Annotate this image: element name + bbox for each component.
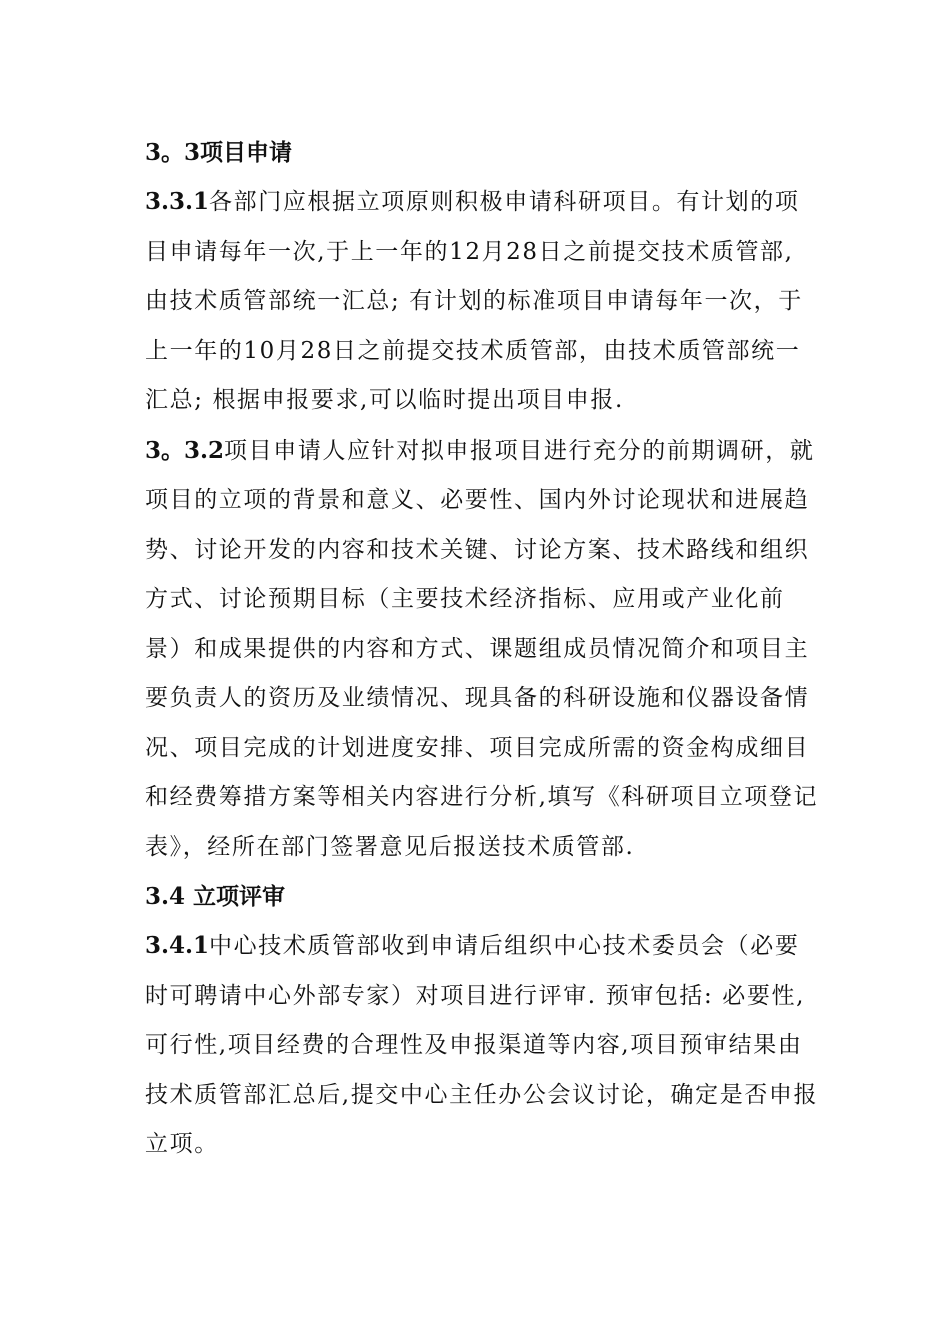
section-title: 立项评审	[193, 883, 286, 910]
paragraph-3-3-1	[145, 177, 855, 426]
paragraph-line: 项目的立项的背景和意义、必要性、国内外讨论现状和进展趋	[145, 487, 810, 513]
paragraph-line: 况、项目完成的计划进度安排、项目完成所需的资金构成细目	[145, 734, 810, 761]
paragraph-3-4-1	[145, 921, 855, 1170]
paragraph-line: 汇总; 根据申报要求,可以临时提出项目申报.	[145, 387, 624, 413]
section-title: 项目申请	[200, 139, 293, 166]
document-page	[145, 128, 855, 1170]
paragraph-line: 3。3.2项目申请人应针对拟申报项目进行充分的前期调研，就	[145, 436, 815, 464]
paragraph-line: 3.4.1中心技术质管部收到申请后组织中心技术委员会（必要	[145, 932, 800, 959]
clause-number: 3.3.1	[145, 188, 210, 215]
paragraph-line: 上一年的10月28日之前提交技术质管部，由技术质管部统一	[145, 337, 801, 364]
paragraph-line: 时可聘请中心外部专家）对项目进行评审. 预审包括: 必要性,	[145, 982, 805, 1009]
section-heading-3-4	[145, 872, 855, 921]
paragraph-line: 表》，经所在部门签署意见后报送技术质管部.	[145, 833, 635, 860]
paragraph-line: 要负责人的资历及业绩情况、现具备的科研设施和仪器设备情	[145, 685, 810, 711]
clause-number: 3。3.2	[145, 436, 225, 464]
paragraph-line: 和经费筹措方案等相关内容进行分析,填写《科研项目立项登记	[145, 784, 819, 810]
paragraph-line: 立项。	[145, 1131, 219, 1157]
paragraph-line: 由技术质管部统一汇总; 有计划的标准项目申请每年一次，于	[145, 288, 803, 314]
paragraph-line: 可行性,项目经费的合理性及申报渠道等内容,项目预审结果由	[145, 1032, 803, 1058]
paragraph-line: 方式、讨论预期目标（主要技术经济指标、应用或产业化前	[145, 586, 785, 612]
paragraph-line: 目申请每年一次,于上一年的12月28日之前提交技术质管部,	[145, 238, 794, 265]
section-number: 3.4	[145, 883, 186, 910]
paragraph-line: 势、讨论开发的内容和技术关键、讨论方案、技术路线和组织	[145, 536, 810, 563]
clause-number: 3.4.1	[145, 932, 210, 959]
paragraph-line: 技术质管部汇总后,提交中心主任办公会议讨论，确定是否申报	[145, 1081, 819, 1108]
paragraph-line: 3.3.1各部门应根据立项原则积极申请科研项目。有计划的项	[145, 188, 800, 215]
paragraph-line: 景）和成果提供的内容和方式、课题组成员情况简介和项目主	[145, 635, 810, 662]
section-heading-3-3	[145, 128, 855, 177]
paragraph-3-3-2	[145, 426, 855, 873]
section-number: 3。3	[145, 139, 201, 166]
